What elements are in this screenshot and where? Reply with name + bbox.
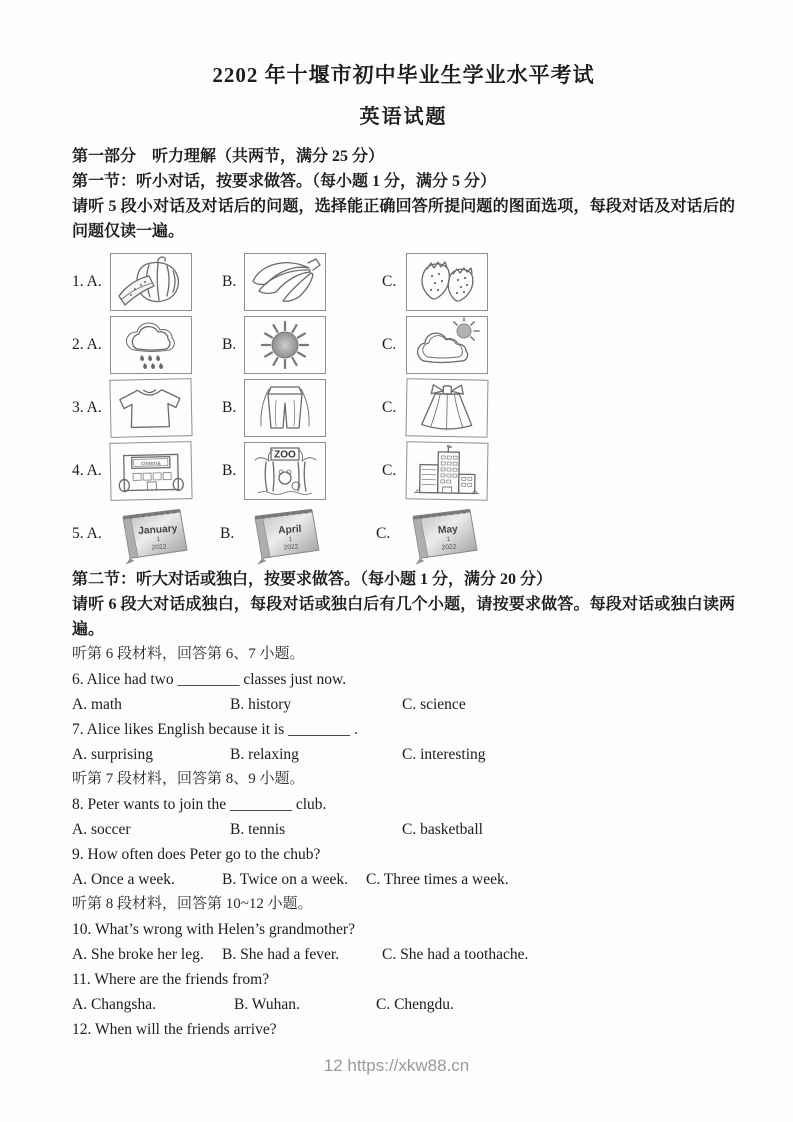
picture-option-box: [244, 379, 326, 437]
option-b: B. relaxing: [230, 746, 299, 763]
option-c-label: C.: [382, 272, 397, 290]
question-8-stem: 8. Peter wants to join the ________ club.: [72, 796, 327, 813]
picture-question-row-2: [72, 313, 735, 376]
calendar-day-text: 1: [446, 535, 451, 543]
page-subtitle: 英语试题: [359, 106, 448, 128]
calendar-month-text: April: [277, 523, 302, 536]
part1-heading: 第一部分 听力理解（共两节，满分 25 分）: [72, 148, 385, 165]
section1-instructions: 请听 5 段小对话及对话后的问题，选择能正确回答所提问题的图面选项，每段对话及对话后的问题仅读一遍。: [72, 198, 735, 240]
cinema-sign-text: cinema: [141, 460, 161, 467]
question-6-stem: 6. Alice had two ________ classes just now.: [72, 671, 347, 688]
option-c: C. basketball: [402, 821, 483, 838]
option-c-label: C.: [382, 398, 397, 416]
option-b-label: B.: [222, 398, 237, 416]
picture-option-box: [109, 441, 192, 501]
option-c-label: C.: [382, 335, 397, 353]
picture-option-box: [406, 253, 488, 311]
tall-building-icon: [407, 442, 488, 499]
picture-question-row-5: [72, 502, 735, 565]
question-7-stem: 7. Alice likes English because it is ________ .: [72, 721, 358, 738]
cinema-icon: [110, 442, 191, 500]
section2-heading: 第二节：听大对话或独白，按要求做答。（每小题 1 分，满分 20 分）: [72, 571, 553, 588]
section1-heading: 第一节：听小对话，按要求做答。（每小题 1 分，满分 5 分）: [72, 173, 497, 190]
option-b-label: B.: [222, 272, 237, 290]
option-c: C. Chengdu.: [376, 996, 454, 1013]
strawberries-icon: [407, 254, 487, 310]
calendar-year-text: 2022: [283, 543, 299, 552]
question-12-stem: 12. When will the friends arrive?: [72, 1021, 277, 1038]
option-c-label: C.: [376, 524, 391, 542]
question-9-options: [72, 867, 735, 892]
t-shirt-icon: [110, 379, 191, 437]
picture-option-box: [110, 503, 198, 565]
option-b: B. Twice on a week.: [222, 871, 349, 888]
calendar-month-text: May: [437, 523, 459, 536]
bananas-icon: [245, 254, 325, 310]
calendar-may-icon: [400, 503, 488, 565]
calendar-year-text: 2022: [441, 543, 457, 552]
skirt-icon: [407, 379, 488, 436]
question-5-label: 5. A.: [72, 524, 102, 542]
option-b-label: B.: [222, 461, 237, 479]
picture-question-row-3: [72, 376, 735, 439]
page-footer: 12 https://xkw88.cn: [323, 1056, 470, 1075]
option-c: C. interesting: [402, 746, 486, 763]
picture-options-grid: [72, 250, 735, 565]
question-3-label: 3. A.: [72, 398, 102, 416]
option-a: A. Changsha.: [72, 996, 156, 1013]
question-11-stem: 11. Where are the friends from?: [72, 971, 270, 988]
option-c-label: C.: [382, 461, 397, 479]
picture-option-box: [244, 253, 326, 311]
question-1-label: 1. A.: [72, 272, 102, 290]
sun-behind-cloud-icon: [407, 317, 487, 373]
option-c: C. science: [402, 696, 466, 713]
picture-option-box: [244, 442, 326, 500]
option-a: A. soccer: [72, 821, 131, 838]
zoo-sign-text: ZOO: [274, 449, 296, 460]
picture-option-box: [400, 503, 488, 565]
question-6-options: [72, 692, 735, 717]
picture-option-box: [244, 316, 326, 374]
option-b-label: B.: [222, 335, 237, 353]
watermelon-icon: [111, 254, 191, 310]
calendar-day-text: 1: [156, 535, 161, 543]
calendar-month-text: January: [137, 522, 178, 537]
picture-option-box: [109, 378, 192, 438]
material-6-intro: 听第 6 段材料，回答第 6、7 小题。: [72, 646, 305, 662]
question-7-options: [72, 742, 735, 767]
picture-option-box: [242, 503, 330, 565]
page-title: 2202 年十堰市初中毕业生学业水平考试: [212, 63, 595, 87]
question-10-stem: 10. What’s wrong with Helen’s grandmother?: [72, 921, 355, 938]
question-10-options: [72, 942, 735, 967]
picture-option-box: [110, 316, 192, 374]
calendar-day-text: 1: [288, 535, 293, 543]
question-9-stem: 9. How often does Peter go to the chub?: [72, 846, 321, 863]
rain-cloud-icon: [111, 317, 191, 373]
picture-question-row-4: [72, 439, 735, 502]
option-b: B. Wuhan.: [234, 996, 300, 1013]
option-a: A. math: [72, 696, 122, 713]
trousers-icon: [245, 380, 325, 436]
picture-option-box: [406, 378, 489, 437]
option-b-label: B.: [220, 524, 235, 542]
option-b: B. She had a fever.: [222, 946, 340, 963]
picture-option-box: [110, 253, 192, 311]
material-8-intro: 听第 8 段材料，回答第 10~12 小题。: [72, 896, 313, 912]
question-11-options: [72, 992, 735, 1017]
option-a: A. She broke her leg.: [72, 946, 204, 963]
option-a: A. Once a week.: [72, 871, 175, 888]
question-4-label: 4. A.: [72, 461, 102, 479]
section2-instructions: 请听 6 段大对话成独白，每段对话或独白后有几个小题，请按要求做答。每段对话或独白读两遍。: [72, 596, 735, 638]
zoo-icon: [245, 443, 325, 499]
sun-icon: [245, 317, 325, 373]
question-8-options: [72, 817, 735, 842]
option-b: B. tennis: [230, 821, 286, 838]
question-2-label: 2. A.: [72, 335, 102, 353]
picture-option-box: [406, 441, 489, 500]
calendar-january-icon: [110, 503, 198, 565]
option-a: A. surprising: [72, 746, 153, 763]
material-7-intro: 听第 7 段材料，回答第 8、9 小题。: [72, 771, 305, 787]
calendar-year-text: 2022: [151, 543, 167, 552]
option-c: C. Three times a week.: [366, 871, 509, 888]
calendar-april-icon: [242, 503, 330, 565]
option-c: C. She had a toothache.: [382, 946, 529, 963]
option-b: B. history: [230, 696, 292, 713]
picture-option-box: [406, 316, 488, 374]
picture-question-row-1: [72, 250, 735, 313]
